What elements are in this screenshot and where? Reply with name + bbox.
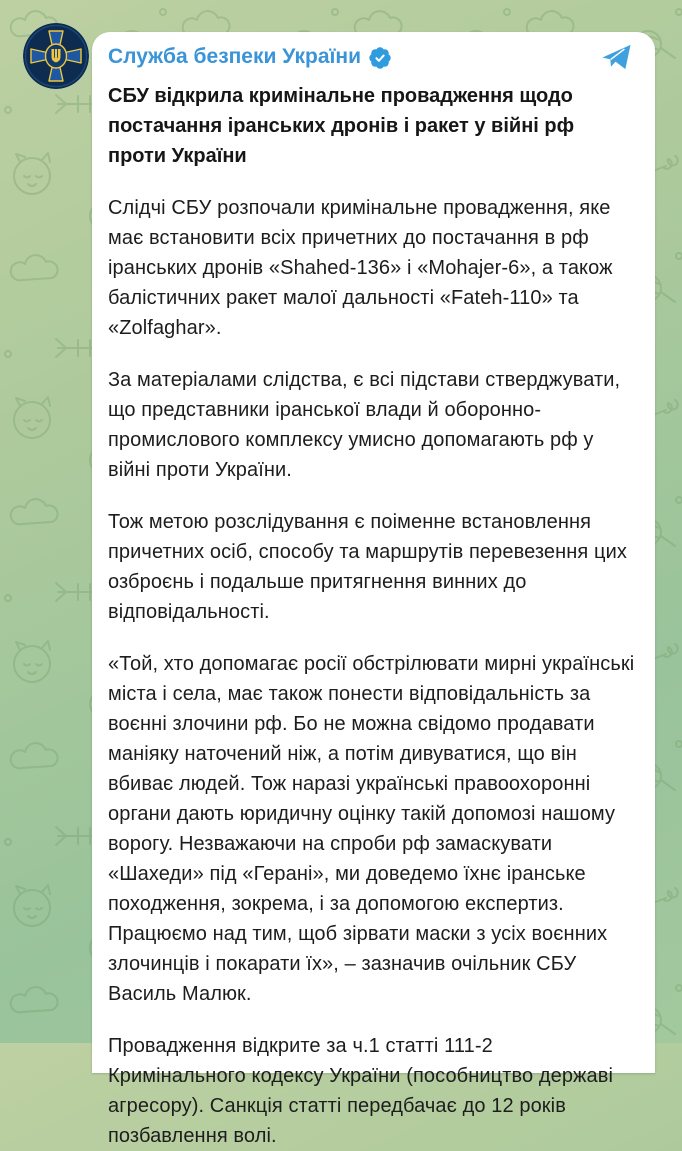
- post-paragraph: «Той, хто допомагає росії обстрілювати мирні українські міста і села, має також понести відповідальність за воєнні злочини рф. Бо не можна свідомо продавати маніяку наточений ніж, а потім дивуватися, що він вбиває людей. Тож наразі українські правоохоронні органи дають юридичну оцінку такій допомозі нашому ворогу. Незважаючи на спроби рф замаскувати «Шахеди» під «Герані», ми доведемо їхнє іранське походження, зокрема, і за допомогою експертиз. Працюємо над тим, щоб зірвати маски з усіх воєнних злочинців і покарати їх», – зазначив очільник СБУ Василь Малюк.: [108, 653, 635, 1005]
- post-paragraph: Слідчі СБУ розпочали кримінальне провадження, яке має встановити всіх причетних до постачання в рф іранських дронів «Shahed-136» і «Mohajer-6», а також балістичних ракет малої дальності «Fateh-110» та «Zolfaghar».: [108, 197, 613, 339]
- verified-badge-icon: [369, 47, 391, 69]
- message-header: [108, 43, 635, 71]
- message-bubble: [92, 32, 655, 1147]
- post-paragraph: Тож метою розслідування є поіменне встановлення причетних осіб, способу та маршрутів перевезення цих озброєнь і подальше притягнення винних до відповідальності.: [108, 511, 627, 623]
- channel-avatar[interactable]: [23, 23, 89, 89]
- post-body: [108, 193, 635, 1151]
- share-paper-plane-icon[interactable]: [600, 43, 633, 71]
- channel-name[interactable]: Служба безпеки України: [108, 45, 362, 68]
- sbu-emblem-icon: [23, 23, 89, 89]
- post-title: СБУ відкрила кримінальне провадження щодо постачання іранських дронів і ракет у війні рф проти України: [108, 85, 575, 167]
- post-paragraph: Провадження відкрите за ч.1 статті 111-2 Кримінального кодексу України (пособництво державі агресору). Санкція статті передбачає до 12 років позбавлення волі.: [108, 1035, 614, 1147]
- post-paragraph: За матеріалами слідства, є всі підстави стверджувати, що представники іранської влади й оборонно-промислового комплексу умисно допомагають рф у війні проти України.: [108, 369, 621, 481]
